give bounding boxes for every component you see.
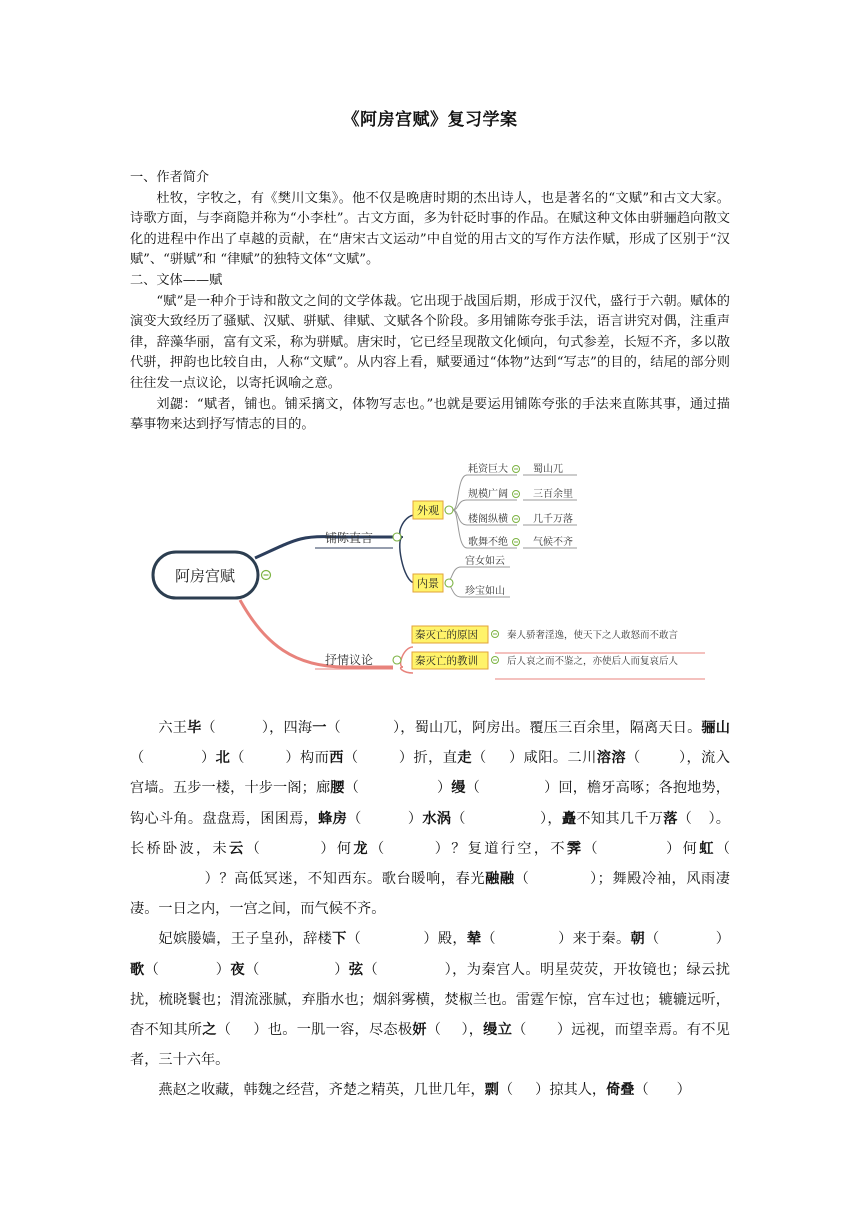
lun-curve-1 bbox=[401, 647, 413, 667]
key-word: 夜 bbox=[230, 961, 246, 978]
key-word: 辇 bbox=[466, 931, 482, 948]
key-word: 龙 bbox=[353, 840, 370, 857]
key-word: 歌 bbox=[130, 961, 145, 978]
passage-text: （ bbox=[245, 961, 260, 978]
exercise-passage bbox=[130, 713, 730, 1106]
key-word: 毕 bbox=[187, 720, 202, 736]
page-title: 《阿房宫赋》复习学案 bbox=[342, 110, 518, 130]
key-word: 剽 bbox=[484, 1082, 499, 1099]
genre-paragraph-1: “赋”是一种介于诗和散文之间的文学体裁。它出现于战国后期，形成于汉代，盛行于六朝。赋体的演变大致经历了骚赋、汉赋、骈赋、律赋、文赋各个阶段。多用铺陈夸张手法，语言讲究对偶，注重声律，辞藻华丽，富有文采，称为骈赋。唐宋时，它已经呈现散文化倾向，句式参差，长短不齐，多以散代骈，押韵也比较自由，人称“文赋”。从内容上看，赋要通过“体物”达到“写志”的目的，结尾的部分则往往发一点议论，以寄托讽喻之意。 bbox=[130, 293, 730, 391]
passage-text: （ bbox=[677, 810, 693, 827]
passage-text: （ bbox=[426, 1022, 442, 1039]
passage-text: （ bbox=[245, 840, 263, 857]
author-heading: 一、作者简介 bbox=[130, 170, 210, 185]
waiguan-item-label: 规模广阔 bbox=[468, 489, 508, 500]
passage-text: ）？复道行空，不 bbox=[432, 840, 567, 857]
passage-text: ），流入宫墙。五步一楼，十步一阁；廊 bbox=[130, 750, 730, 797]
passage-text: 不知其几千万 bbox=[576, 810, 664, 827]
key-word: 水涡 bbox=[422, 810, 452, 827]
minus-icon bbox=[445, 579, 453, 587]
passage-text: （ bbox=[230, 750, 245, 767]
lun-item-label: 秦灭亡的教训 bbox=[415, 655, 478, 667]
key-word: 倚叠 bbox=[606, 1082, 635, 1099]
neijing-label: 内景 bbox=[417, 577, 439, 590]
waiguan-item-detail: 气候不齐 bbox=[533, 537, 573, 548]
key-word: 之 bbox=[202, 1022, 217, 1039]
passage-text: （ bbox=[363, 961, 379, 978]
passage-text: （ bbox=[343, 750, 359, 767]
key-word: 溶溶 bbox=[596, 750, 626, 767]
waiguan-item-label: 歌舞不绝 bbox=[468, 537, 508, 548]
passage-text: （ bbox=[347, 810, 362, 827]
passage-text: ）来于秦。 bbox=[557, 931, 631, 948]
passage-text: （ bbox=[201, 720, 216, 736]
key-word: 北 bbox=[215, 750, 231, 767]
branch2-label: 抒情议论 bbox=[325, 653, 374, 667]
key-word: 下 bbox=[332, 931, 347, 948]
passage-text: （ bbox=[346, 931, 362, 948]
passage-text: （ bbox=[216, 1022, 232, 1039]
waiguan-label: 外观 bbox=[417, 504, 439, 517]
passage-text: ）， bbox=[539, 810, 562, 827]
key-word: 矗 bbox=[561, 810, 577, 827]
passage-text: ）咸阳。二川 bbox=[508, 750, 597, 767]
key-word: 妍 bbox=[412, 1022, 427, 1039]
author-section bbox=[130, 168, 730, 436]
passage-text: ）构而 bbox=[284, 750, 330, 767]
neijing-item: 宫女如云 bbox=[465, 556, 505, 567]
passage-text: （ bbox=[634, 1082, 649, 1099]
passage-text: （ bbox=[644, 931, 660, 948]
key-word: 蜂房 bbox=[318, 810, 348, 827]
passage-text: （ bbox=[326, 720, 341, 736]
minus-icon bbox=[445, 506, 453, 514]
passage-text: （ bbox=[451, 810, 466, 827]
minus-icon bbox=[393, 533, 401, 541]
key-word: 虹 bbox=[699, 840, 716, 857]
key-word: 缦立 bbox=[483, 1022, 513, 1039]
passage-text: ），为秦宫人。明星荧荧，开妆镜也；绿云扰扰，梳晓鬟也；渭流涨腻，弃脂水也；烟斜雾横，焚椒兰也。雷霆乍惊，宫车过也；辘辘远听，杳不知其所 bbox=[130, 961, 730, 1039]
branch1-label: 铺陈直言 bbox=[325, 531, 374, 545]
passage-text: ）也。一肌一容，尽态极 bbox=[253, 1022, 413, 1039]
waiguan-link-2 bbox=[453, 500, 517, 510]
genre-heading: 二、文体——赋 bbox=[130, 272, 223, 288]
passage-text: ）？高低冥迷，不知西东。歌台暖响，春光 bbox=[204, 871, 486, 888]
key-word: 云 bbox=[229, 840, 246, 857]
passage-text: （ bbox=[498, 1082, 514, 1099]
key-word: 融融 bbox=[485, 871, 515, 888]
author-paragraph: 杜牧，字牧之，有《樊川文集》。他不仅是晚唐时期的杰出诗人，也是著名的“文赋”和古文大家。诗歌方面，与李商隐并称为“小李杜”。古文方面，多为针砭时事的作品。在赋这种文体由骈骊趋向散文化的进程中作出了卓越的贡献，在“唐宋古文运动”中自觉的用古文的写作方法作赋，形成了区别于“汉赋”、“骈赋”和 “律赋”的独特文体“文赋”。 bbox=[130, 190, 730, 268]
root-label: 阿房宫赋 bbox=[174, 567, 236, 585]
waiguan-item-detail: 蜀山兀 bbox=[533, 464, 563, 475]
key-word: 朝 bbox=[630, 931, 645, 948]
key-word: 走 bbox=[457, 750, 472, 767]
passage-text: （ bbox=[583, 840, 600, 857]
passage-text: ）掠其人， bbox=[535, 1082, 607, 1099]
passage-text: （ bbox=[514, 871, 530, 888]
waiguan-item-label: 耗资巨大 bbox=[468, 464, 508, 475]
waiguan-item-detail: 几千万落 bbox=[533, 514, 573, 525]
passage-text: （ bbox=[144, 961, 160, 978]
waiguan-item-label: 楼阁纵横 bbox=[468, 514, 508, 525]
passage-text: ）何 bbox=[318, 840, 354, 857]
passage-text: ） bbox=[676, 1082, 691, 1099]
key-word: 一 bbox=[312, 720, 327, 736]
passage-text: （ bbox=[512, 1022, 527, 1039]
key-word: 缦 bbox=[451, 780, 466, 797]
key-word: 霁 bbox=[566, 840, 584, 857]
passage-text: （ bbox=[130, 750, 145, 767]
passage-text: （ bbox=[471, 750, 487, 767]
exercise-paragraph bbox=[130, 713, 730, 924]
passage-text: ）殿， bbox=[423, 931, 467, 948]
passage-text: ） bbox=[215, 961, 231, 978]
lun-item-detail: 秦人骄奢淫逸，使天下之人敢怒而不敢言 bbox=[507, 630, 679, 641]
key-word: 西 bbox=[329, 750, 344, 767]
passage-text: ） bbox=[436, 780, 452, 797]
waiguan-item-detail: 三百余里 bbox=[533, 489, 573, 500]
exercise-paragraph bbox=[130, 924, 730, 1075]
key-word: 骊山 bbox=[701, 720, 730, 736]
passage-text: （ bbox=[344, 780, 359, 797]
passage-text: 燕赵之收藏，韩魏之经营，齐楚之精英，几世几年， bbox=[158, 1082, 485, 1099]
lun-item-label: 秦灭亡的原因 bbox=[415, 629, 478, 641]
passage-text: 六王 bbox=[158, 720, 188, 736]
passage-text: （ bbox=[715, 840, 730, 857]
mind-map bbox=[145, 455, 715, 695]
key-word: 腰 bbox=[330, 780, 345, 797]
key-word: 落 bbox=[663, 810, 678, 827]
passage-text: 妃嫔媵嫱，王子皇孙，辞楼 bbox=[158, 931, 333, 948]
passage-text: ）， bbox=[461, 1022, 484, 1039]
passage-text: ） bbox=[333, 961, 349, 978]
passage-text: ），四海 bbox=[261, 720, 313, 736]
passage-text: ），蜀山兀，阿房出。覆压三百余里，隔离天日。 bbox=[392, 720, 702, 736]
passage-text: （ bbox=[465, 780, 480, 797]
passage-text: ）回，檐牙高啄；各抱地势，钩心斗角。盘盘焉，囷囷焉， bbox=[130, 780, 730, 827]
passage-text: ）；舞殿冷袖，风雨凄凄。一日之内，一宫之间，而气候不齐。 bbox=[130, 871, 730, 918]
passage-text: ）何 bbox=[663, 840, 700, 857]
passage-text: ） bbox=[200, 750, 216, 767]
genre-paragraph-2: 刘勰：“赋者，铺也。铺采摛文，体物写志也。”也就是要运用铺陈夸张的手法来直陈其事，通过描摹事物来达到抒写情志的目的。 bbox=[130, 396, 730, 433]
passage-text: （ bbox=[481, 931, 496, 948]
lun-curve-2 bbox=[401, 667, 413, 673]
key-word: 弦 bbox=[348, 961, 364, 978]
passage-text: ） bbox=[715, 931, 730, 948]
passage-text: ）远视，而望幸焉。有不见者，三十六年。 bbox=[130, 1022, 730, 1069]
passage-text: ） bbox=[407, 810, 423, 827]
exercise-paragraph bbox=[130, 1075, 730, 1105]
lun-item-detail: 后人哀之而不鉴之，亦使后人而复哀后人 bbox=[507, 656, 679, 667]
minus-icon bbox=[393, 656, 401, 664]
passage-text: ）。长桥卧波，未 bbox=[130, 810, 730, 857]
passage-text: （ bbox=[625, 750, 641, 767]
neijing-item: 珍宝如山 bbox=[465, 586, 505, 597]
passage-text: ）折，直 bbox=[398, 750, 458, 767]
passage-text: （ bbox=[369, 840, 387, 857]
